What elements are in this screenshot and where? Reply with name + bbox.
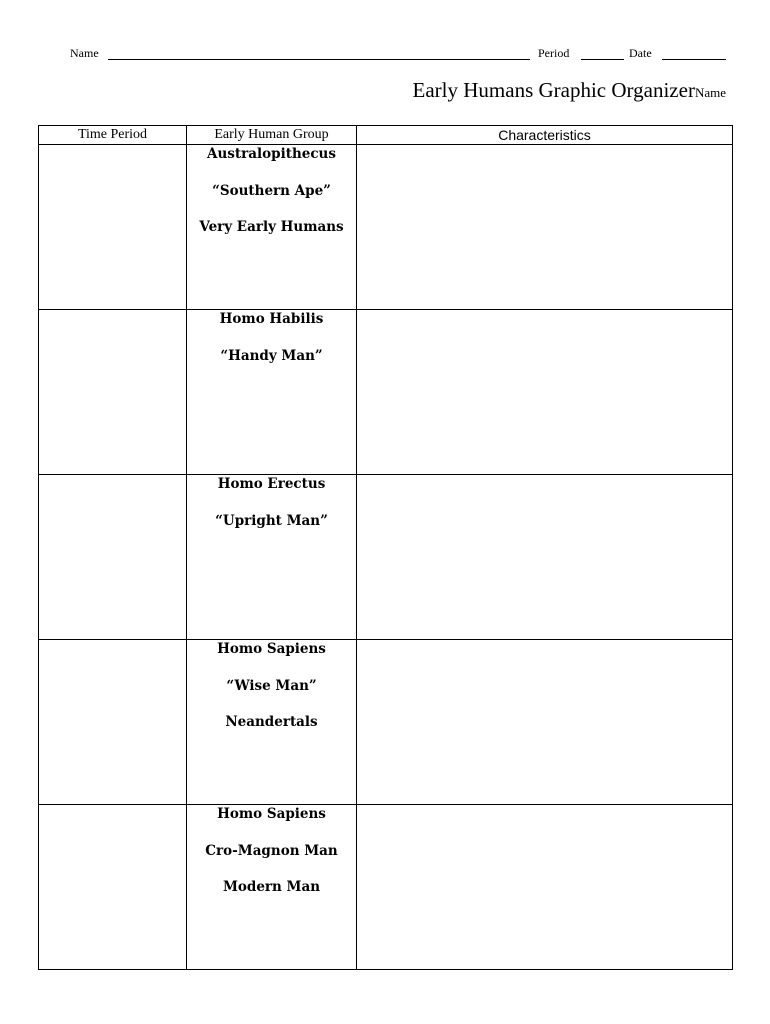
page-title: [300, 78, 726, 103]
student-info-line: [70, 46, 730, 64]
group-line: Neandertals: [225, 714, 318, 730]
period-label: Period: [538, 46, 570, 60]
table-row: [39, 475, 733, 640]
group-line: Modern Man: [222, 879, 321, 895]
group-line: “Wise Man”: [226, 677, 317, 694]
early-human-group-cell: [187, 805, 357, 970]
characteristics-cell[interactable]: [357, 805, 733, 970]
graphic-organizer-table: [38, 125, 733, 970]
table-row: [39, 805, 733, 970]
name-blank[interactable]: [108, 59, 530, 60]
period-blank[interactable]: [581, 59, 624, 60]
group-line: Australopithecus: [207, 146, 336, 162]
time-period-cell[interactable]: [39, 145, 187, 310]
group-line: “Handy Man”: [220, 347, 323, 364]
group-line: Very Early Humans: [199, 219, 344, 235]
characteristics-cell[interactable]: [357, 640, 733, 805]
group-line: Homo Sapiens: [217, 641, 326, 657]
characteristics-cell[interactable]: [357, 310, 733, 475]
group-line: Homo Sapiens: [217, 806, 326, 822]
date-blank[interactable]: [662, 59, 726, 60]
characteristics-cell[interactable]: [357, 145, 733, 310]
column-header-characteristics: Characteristics: [357, 126, 733, 145]
group-line: Homo Habilis: [219, 311, 324, 327]
time-period-cell[interactable]: [39, 805, 187, 970]
time-period-cell[interactable]: [39, 640, 187, 805]
table-row: [39, 310, 733, 475]
early-human-group-cell: [187, 310, 357, 475]
table-header-row: [39, 126, 733, 145]
early-human-group-cell: [187, 145, 357, 310]
group-line: Cro-Magnon Man: [205, 842, 338, 859]
early-human-group-cell: [187, 640, 357, 805]
column-header-time-period: Time Period: [39, 126, 187, 145]
time-period-cell[interactable]: [39, 310, 187, 475]
group-line: “Upright Man”: [215, 512, 328, 529]
early-human-group-cell: [187, 475, 357, 640]
name-label: Name: [70, 46, 99, 60]
column-header-early-human-group: Early Human Group: [187, 126, 357, 145]
time-period-cell[interactable]: [39, 475, 187, 640]
group-line: Homo Erectus: [217, 476, 326, 492]
characteristics-cell[interactable]: [357, 475, 733, 640]
table-row: [39, 145, 733, 310]
table-row: [39, 640, 733, 805]
title-main: Early Humans Graphic Organizer: [412, 78, 695, 102]
date-label: Date: [629, 46, 652, 60]
group-line: “Southern Ape”: [212, 182, 331, 199]
title-name-suffix: Name: [694, 85, 726, 100]
